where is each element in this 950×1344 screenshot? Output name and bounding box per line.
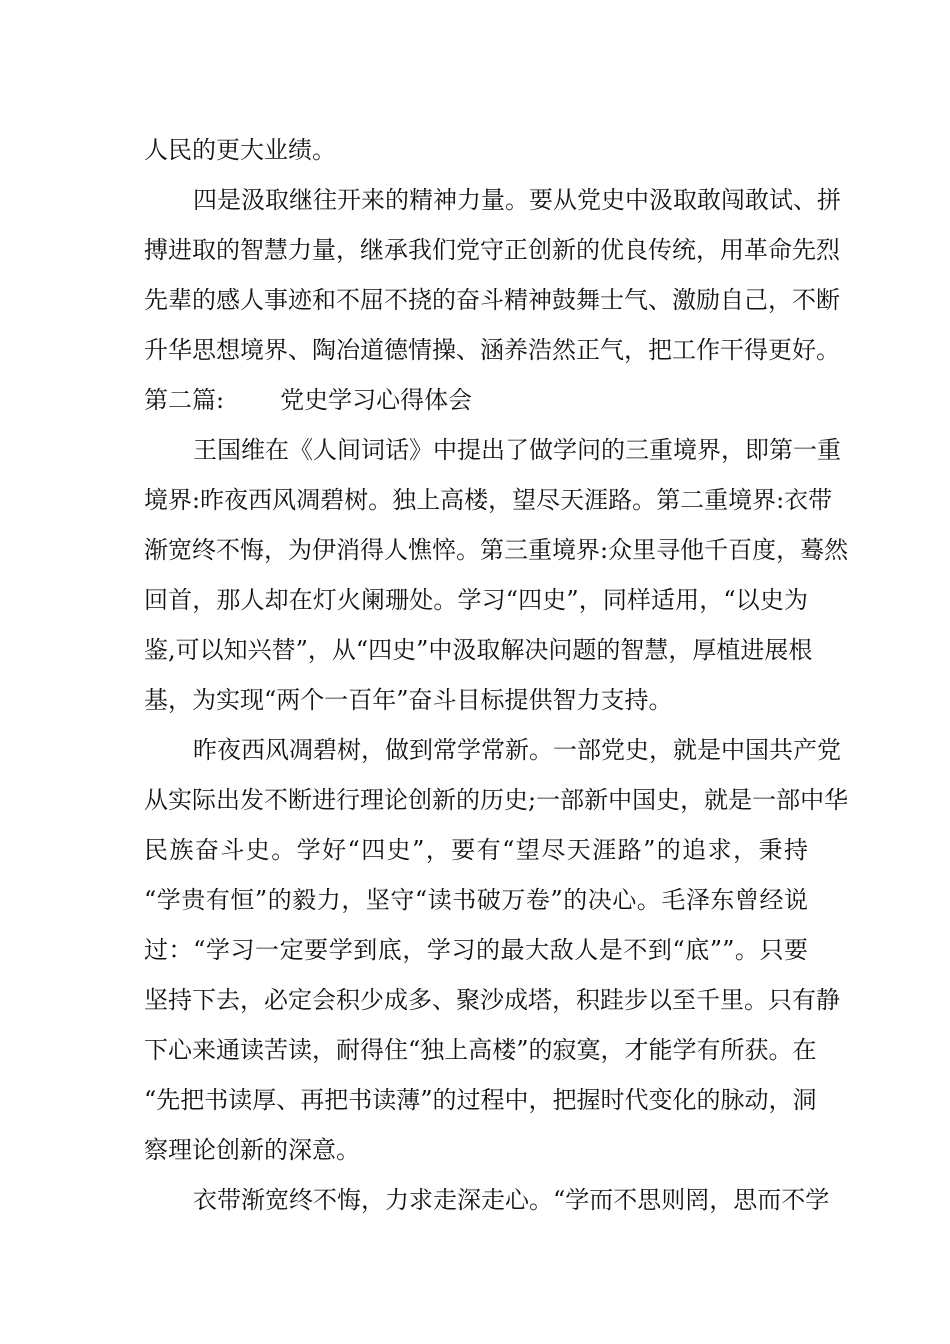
text-line: 先辈的感人事迹和不屈不挠的奋斗精神鼓舞士气、激励自己，不断: [144, 286, 840, 314]
text-line: 民族奋斗史。学好“四史”，要有“望尽天涯路”的追求，秉持: [144, 836, 808, 864]
section-heading: [144, 385, 472, 415]
text-line: 升华思想境界、陶冶道德情操、涵养浩然正气，把工作干得更好。: [144, 336, 840, 364]
text-line: 境界:昨夜西风凋碧树。独上高楼，望尽天涯路。第二重境界:衣带: [144, 486, 833, 514]
text-line: 四是汲取继往开来的精神力量。要从党史中汲取敢闯敢试、拼: [193, 186, 841, 214]
text-line: 衣带渐宽终不悔，力求走深走心。“学而不思则罔，思而不学: [193, 1186, 830, 1214]
text-line: 从实际出发不断进行理论创新的历史;一部新中国史，就是一部中华: [144, 786, 849, 814]
text-line: 王国维在《人间词话》中提出了做学问的三重境界，即第一重: [193, 436, 841, 464]
heading-title: 党史学习心得体会: [280, 386, 473, 414]
text-line: 昨夜西风凋碧树，做到常学常新。一部党史，就是中国共产党: [193, 736, 841, 764]
text-line: “学贵有恒”的毅力，坚守“读书破万卷”的决心。毛泽东曾经说: [144, 886, 808, 914]
text-line: 坚持下去，必定会积少成多、聚沙成塔，积跬步以至千里。只有静: [144, 986, 840, 1014]
text-line: 察理论创新的深意。: [144, 1136, 360, 1164]
text-line: 鉴,可以知兴替”，从“四史”中汲取解决问题的智慧，厚植进展根: [144, 636, 813, 664]
text-line: “先把书读厚、再把书读薄”的过程中，把握时代变化的脉动，洞: [144, 1086, 817, 1114]
text-line: 过：“学习一定要学到底，学习的最大敌人是不到“底””。只要: [144, 936, 808, 964]
text-line: 基，为实现“两个一百年”奋斗目标提供智力支持。: [144, 686, 673, 714]
text-line: 搏进取的智慧力量，继承我们党守正创新的优良传统，用革命先烈: [144, 236, 840, 264]
text-line: 下心来通读苦读，耐得住“独上高楼”的寂寞，才能学有所获。在: [144, 1036, 817, 1064]
text-line: 回首，那人却在灯火阑珊处。学习“四史”，同样适用，“以史为: [144, 586, 808, 614]
text-line: 人民的更大业绩。: [144, 136, 336, 164]
text-line: 渐宽终不悔，为伊消得人憔悴。第三重境界:众里寻他千百度，蓦然: [144, 536, 849, 564]
heading-label: 第二篇:: [144, 386, 225, 414]
